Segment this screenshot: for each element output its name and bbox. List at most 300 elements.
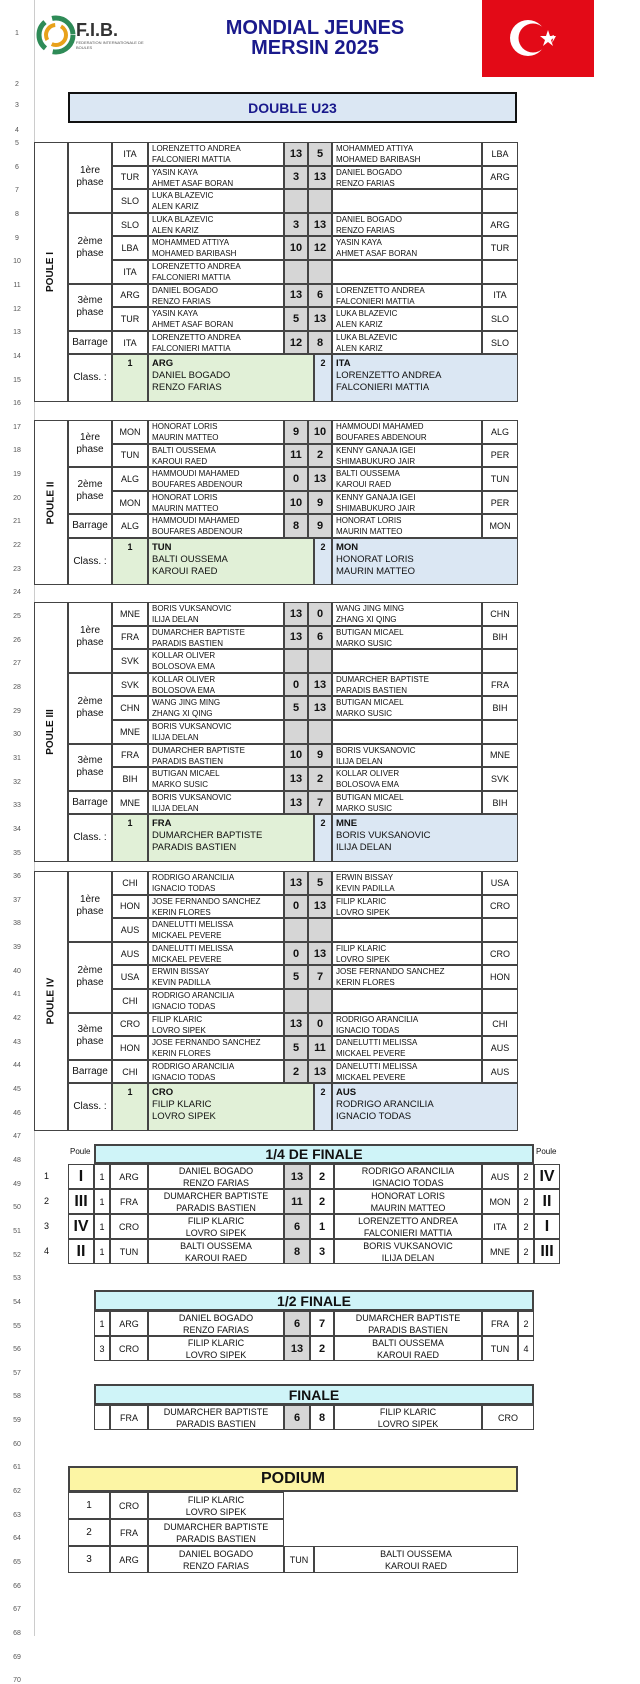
right-players: [332, 142, 482, 166]
row-number: 13: [13, 329, 21, 337]
podium-players: [148, 1519, 284, 1546]
player-name: PARADIS BASTIEN: [152, 842, 237, 854]
row-number: 16: [13, 400, 21, 408]
right-score: 13: [308, 673, 332, 697]
row-number: 44: [13, 1062, 21, 1070]
left-score: 13: [284, 1336, 310, 1361]
player-name: KAROUI RAED: [384, 1560, 447, 1571]
podium-country: ARG: [110, 1546, 148, 1573]
match-number: 3: [44, 1221, 50, 1231]
podium-country-2: TUN: [284, 1546, 314, 1573]
phase-label: 1ère phase: [68, 142, 112, 213]
right-country: FRA: [482, 1311, 518, 1336]
left-country: MON: [112, 491, 148, 515]
left-country: CHI: [112, 871, 148, 895]
left-players: [148, 420, 284, 444]
player-name: IGNACIO TODAS: [336, 1111, 412, 1123]
row-number: 53: [13, 1275, 21, 1283]
left-country: CHI: [112, 1060, 148, 1084]
logo-text: F.I.B.: [76, 20, 119, 40]
row-number: 43: [13, 1038, 21, 1046]
player-name: AHMET ASAF BORAN: [336, 249, 418, 259]
match-number: 2: [44, 1196, 50, 1206]
rank-2: 2: [314, 354, 332, 401]
right-players: [332, 467, 482, 491]
right-country: ARG: [482, 213, 518, 237]
poule-label-cell: [34, 871, 68, 1131]
right-score: 9: [308, 491, 332, 515]
right-score: 13: [308, 213, 332, 237]
right-country: CRO: [482, 895, 518, 919]
left-score: 13: [284, 791, 308, 815]
right-poule: II: [534, 1189, 560, 1214]
left-rank: 1: [94, 1164, 110, 1189]
left-score: [284, 918, 308, 942]
player-name: ILIJA DELAN: [336, 842, 392, 854]
right-score: [308, 918, 332, 942]
player-name: KERIN FLORES: [336, 978, 395, 988]
class-label: Class. :: [68, 538, 112, 585]
class-first: [148, 538, 314, 585]
match-number: 4: [44, 1246, 50, 1256]
player-name: HONORAT LORIS: [336, 554, 414, 565]
player-name: LORENZETTO ANDREA: [358, 1215, 458, 1226]
player-name: RENZO FARIAS: [182, 1177, 249, 1188]
right-country: ITA: [482, 1214, 518, 1239]
poule-name: POULE IV: [45, 977, 56, 1025]
player-name: FILIP KLARIC: [152, 1099, 212, 1111]
row-number: 37: [13, 896, 21, 904]
row-number: 50: [13, 1204, 21, 1212]
player-name: IGNACIO TODAS: [152, 1072, 216, 1082]
player-name: ILIJA DELAN: [336, 756, 383, 766]
right-country: HON: [482, 965, 518, 989]
row-number: 62: [13, 1488, 21, 1496]
player-name: FILIP KLARIC: [187, 1494, 245, 1505]
right-country: TUR: [482, 236, 518, 260]
row-number: 60: [13, 1440, 21, 1448]
player-name: MICKAEL PEVERE: [152, 931, 222, 941]
row-number: 34: [13, 825, 21, 833]
left-score: 6: [284, 1311, 310, 1336]
player-name: RENZO FARIAS: [182, 1324, 249, 1335]
player-name: IGNACIO TODAS: [152, 884, 216, 893]
row-number: 25: [13, 613, 21, 620]
left-score: 13: [284, 602, 308, 626]
player-name: YASIN KAYA: [152, 167, 198, 177]
rank-2: 2: [314, 538, 332, 585]
player-name: FILIP KLARIC: [152, 1014, 203, 1024]
right-country: ALG: [482, 420, 518, 444]
player-name: BALTI OUSSEMA: [372, 1337, 444, 1348]
row-number: 7: [15, 187, 19, 195]
left-score: 11: [284, 444, 308, 468]
player-name: BOLOSOVA EMA: [152, 662, 215, 672]
left-score: 0: [284, 895, 308, 919]
player-name: ZHANG XI QING: [336, 615, 397, 624]
right-players: [332, 720, 482, 744]
left-players: [148, 767, 284, 791]
player-name: LOVRO SIPEK: [185, 1227, 247, 1238]
left-country: SLO: [112, 189, 148, 213]
class-first: [148, 1083, 314, 1130]
player-name: HAMMOUDI MAHAMED: [152, 469, 240, 479]
player-name: MARKO SUSIC: [336, 803, 393, 813]
player-name: DANIEL BOGADO: [178, 1165, 254, 1176]
poule-label-cell: [34, 142, 68, 402]
row-number: 36: [13, 873, 21, 881]
left-score: [284, 989, 308, 1013]
player-name: RODRIGO ARANCILIA: [336, 1099, 434, 1111]
right-poule: III: [534, 1239, 560, 1264]
player-name: RODRIGO ARANCILIA: [152, 1061, 235, 1071]
right-players: [332, 166, 482, 190]
left-country: HON: [112, 895, 148, 919]
row-number: 3: [15, 102, 19, 109]
left-score: 13: [284, 767, 308, 791]
left-players: [148, 1214, 284, 1239]
player-name: BORIS VUKSANOVIC: [152, 792, 232, 802]
left-players: [148, 307, 284, 331]
phase-label: 2ème phase: [68, 467, 112, 514]
right-country: [482, 720, 518, 744]
player-name: RODRIGO ARANCILIA: [152, 991, 235, 1000]
player-name: BUTIGAN MICAEL: [152, 769, 220, 779]
player-name: KAROUI RAED: [336, 480, 392, 490]
player-name: BOUFARES ABDENOUR: [336, 433, 427, 442]
row-number: 55: [13, 1322, 21, 1330]
rank-1: 1: [112, 814, 148, 861]
right-seed: 2: [518, 1311, 534, 1336]
row-number: 28: [13, 683, 21, 691]
left-score: 5: [284, 307, 308, 331]
player-name: BUTIGAN MICAEL: [336, 698, 404, 708]
player-name: ILIJA DELAN: [152, 803, 199, 813]
player-name: YASIN KAYA: [336, 238, 382, 248]
player-name: ALEN KARIZ: [152, 202, 199, 212]
player-name: JOSE FERNANDO SANCHEZ: [152, 1038, 261, 1048]
row-number: 48: [13, 1156, 21, 1164]
right-rank: 2: [518, 1239, 534, 1264]
right-players: [334, 1336, 482, 1361]
left-score: 0: [284, 942, 308, 966]
player-name: MICKAEL PEVERE: [336, 1072, 406, 1082]
row-number: 26: [13, 636, 21, 644]
player-name: LOVRO SIPEK: [185, 1349, 247, 1360]
right-players: [332, 696, 482, 720]
player-name: BORIS VUKSANOVIC: [336, 745, 416, 755]
row-number: 19: [13, 471, 21, 479]
left-country: FRA: [112, 626, 148, 650]
player-name: PARADIS BASTIEN: [176, 1418, 256, 1429]
player-name: LOVRO SIPEK: [336, 907, 390, 917]
right-score: 7: [308, 791, 332, 815]
left-score: 5: [284, 965, 308, 989]
right-country: AUS: [482, 1060, 518, 1084]
right-country: TUN: [482, 1336, 518, 1361]
row-number: 39: [13, 944, 21, 952]
right-country: PER: [482, 491, 518, 515]
player-name: MAURIN MATTEO: [152, 433, 219, 442]
right-country: ARG: [482, 166, 518, 190]
right-score: [308, 260, 332, 284]
phase-label: Barrage: [68, 514, 112, 538]
class-first: [148, 354, 314, 401]
player-name: BORIS VUKSANOVIC: [363, 1240, 453, 1251]
left-country: CRO: [112, 1013, 148, 1037]
player-name: KERIN FLORES: [152, 1049, 211, 1059]
right-country: FRA: [482, 673, 518, 697]
player-name: RODRIGO ARANCILIA: [361, 1165, 455, 1176]
phase-label: 2ème phase: [68, 673, 112, 744]
player-name: PARADIS BASTIEN: [152, 756, 223, 766]
row-number: 58: [13, 1393, 21, 1401]
left-country: ALG: [112, 514, 148, 538]
rank-1: 1: [112, 538, 148, 585]
crescent-star-icon: [482, 0, 594, 77]
player-name: MAURIN MATTEO: [336, 566, 415, 577]
podium-players: [148, 1492, 284, 1519]
left-seed: 3: [94, 1336, 110, 1361]
right-players: [334, 1214, 482, 1239]
player-name: FILIP KLARIC: [379, 1406, 437, 1417]
player-name: PARADIS BASTIEN: [176, 1533, 256, 1544]
phase-label: 1ère phase: [68, 871, 112, 942]
player-name: MAURIN MATTEO: [370, 1202, 446, 1213]
rank-2: 2: [314, 814, 332, 861]
right-players: [332, 744, 482, 768]
right-players: [332, 918, 482, 942]
player-name: IGNACIO TODAS: [152, 1002, 216, 1011]
right-score: 2: [308, 767, 332, 791]
right-players: [332, 871, 482, 895]
player-name: DANIEL BOGADO: [152, 285, 218, 295]
row-number: 63: [13, 1511, 21, 1519]
left-country: BIH: [112, 767, 148, 791]
right-players: [332, 895, 482, 919]
player-name: HAMMOUDI MAHAMED: [336, 422, 424, 431]
left-seed: 1: [94, 1311, 110, 1336]
right-players: [332, 942, 482, 966]
player-name: DUMARCHER BAPTISTE: [163, 1521, 269, 1532]
row-number: 49: [13, 1180, 21, 1188]
right-country: MON: [482, 1189, 518, 1214]
player-name: DUMARCHER BAPTISTE: [163, 1406, 269, 1417]
right-score: 13: [308, 307, 332, 331]
player-name: DANELUTTI MELISSA: [336, 1038, 418, 1048]
right-players: [332, 284, 482, 308]
player-name: DANELUTTI MELISSA: [152, 920, 234, 930]
left-players: [148, 965, 284, 989]
right-score: 0: [308, 602, 332, 626]
class-first-country: TUN: [152, 542, 172, 553]
player-name: BALTI OUSSEMA: [336, 469, 400, 479]
right-country: BIH: [482, 696, 518, 720]
player-name: FILIP KLARIC: [187, 1337, 245, 1348]
row-number: 6: [15, 163, 19, 171]
row-number: 70: [13, 1677, 21, 1684]
left-score: 0: [284, 467, 308, 491]
player-name: FILIP KLARIC: [336, 943, 387, 953]
row-number: 52: [13, 1251, 21, 1259]
left-players: [148, 467, 284, 491]
player-name: DANIEL BOGADO: [178, 1548, 254, 1559]
player-name: RENZO FARIAS: [152, 296, 211, 306]
podium-rank: 1: [68, 1492, 110, 1519]
category-banner: DOUBLE U23: [68, 92, 517, 123]
player-name: RENZO FARIAS: [336, 178, 395, 188]
left-players: [148, 649, 284, 673]
player-name: KERIN FLORES: [152, 907, 211, 917]
left-score: 6: [284, 1214, 310, 1239]
player-name: MICKAEL PEVERE: [152, 954, 222, 964]
player-name: ERWIN BISSAY: [152, 967, 210, 977]
right-country: CRO: [482, 1405, 534, 1430]
right-players: [332, 965, 482, 989]
poule-name: POULE II: [45, 481, 57, 524]
row-number: 61: [13, 1464, 21, 1472]
right-country: TUN: [482, 467, 518, 491]
left-score: 13: [284, 284, 308, 308]
right-players: [332, 989, 482, 1013]
right-country: MNE: [482, 744, 518, 768]
poule-header-left: Poule: [70, 1147, 91, 1156]
player-name: DANELUTTI MELISSA: [152, 943, 234, 953]
right-country: LBA: [482, 142, 518, 166]
right-country: ITA: [482, 284, 518, 308]
row-number: 22: [13, 542, 21, 550]
row-number: 14: [13, 352, 21, 360]
right-players: [332, 514, 482, 538]
left-players: [148, 142, 284, 166]
left-players: [148, 1036, 284, 1060]
left-players: [148, 331, 284, 355]
podium-country: FRA: [110, 1519, 148, 1546]
class-second: [332, 354, 518, 401]
right-score: 2: [308, 444, 332, 468]
row-number: 24: [13, 589, 21, 597]
left-country: SLO: [112, 213, 148, 237]
right-score: 6: [308, 284, 332, 308]
row-number: 15: [13, 376, 21, 384]
right-country: AUS: [482, 1164, 518, 1189]
left-score: 3: [284, 166, 308, 190]
poule-name: POULE I: [45, 251, 57, 292]
final-title: FINALE: [94, 1384, 534, 1405]
left-score: 13: [284, 142, 308, 166]
poule-label-cell: [34, 602, 68, 862]
player-name: PARADIS BASTIEN: [368, 1324, 448, 1335]
right-score: 7: [308, 965, 332, 989]
left-players: [148, 602, 284, 626]
player-name: FALCONIERI MATTIA: [152, 155, 231, 164]
page-title: [190, 18, 440, 58]
right-country: CRO: [482, 942, 518, 966]
left-poule: III: [68, 1189, 94, 1214]
right-poule: I: [534, 1214, 560, 1239]
player-name: KENNY GANAJA IGEI: [336, 492, 416, 502]
left-country: FRA: [110, 1189, 148, 1214]
row-number: 56: [13, 1346, 21, 1354]
left-score: [284, 720, 308, 744]
player-name: ERWIN BISSAY: [336, 873, 394, 882]
right-country: SLO: [482, 307, 518, 331]
player-name: HAMMOUDI MAHAMED: [152, 516, 240, 526]
class-second: [332, 814, 518, 861]
phase-label: 3ème phase: [68, 744, 112, 791]
class-second: [332, 1083, 518, 1130]
right-players: [332, 444, 482, 468]
player-name: IGNACIO TODAS: [372, 1177, 444, 1188]
player-name: KEVIN PADILLA: [336, 884, 395, 893]
player-name: PARADIS BASTIEN: [152, 638, 223, 648]
left-players: [148, 942, 284, 966]
player-name: HONORAT LORIS: [152, 492, 218, 502]
left-score: 8: [284, 1239, 310, 1264]
right-score: 2: [310, 1189, 334, 1214]
player-name: LOVRO SIPEK: [336, 954, 390, 964]
player-name: HONORAT LORIS: [371, 1190, 445, 1201]
player-name: KAROUI RAED: [152, 456, 208, 466]
left-score: [284, 649, 308, 673]
podium-players-2: [314, 1546, 518, 1573]
class-second-country: AUS: [336, 1087, 357, 1099]
right-score: 0: [308, 1013, 332, 1037]
player-name: DUMARCHER BAPTISTE: [152, 830, 263, 842]
player-name: BORIS VUKSANOVIC: [336, 830, 431, 842]
phase-label: 1ère phase: [68, 420, 112, 467]
row-number: 8: [15, 210, 19, 218]
right-players: [332, 213, 482, 237]
right-seed: 4: [518, 1336, 534, 1361]
player-name: BUTIGAN MICAEL: [336, 627, 404, 637]
right-players: [332, 602, 482, 626]
class-second-country: MNE: [336, 818, 358, 830]
podium-title: PODIUM: [68, 1466, 518, 1492]
right-score: 3: [310, 1239, 334, 1264]
left-country: AUS: [112, 942, 148, 966]
row-number: 57: [13, 1369, 21, 1377]
player-name: KAROUI RAED: [376, 1349, 439, 1360]
class-label: Class. :: [68, 814, 112, 861]
row-number: 9: [15, 234, 19, 242]
left-poule: I: [68, 1164, 94, 1189]
player-name: LORENZETTO ANDREA: [336, 285, 425, 295]
right-score: 13: [308, 467, 332, 491]
player-name: ILIJA DELAN: [152, 615, 199, 624]
player-name: DUMARCHER BAPTISTE: [152, 745, 245, 755]
left-country: USA: [112, 965, 148, 989]
player-name: ILIJA DELAN: [381, 1252, 435, 1263]
left-rank: 1: [94, 1239, 110, 1264]
rank-1: 1: [112, 1083, 148, 1130]
right-country: SVK: [482, 767, 518, 791]
left-players: [148, 1311, 284, 1336]
left-country: MNE: [112, 720, 148, 744]
right-score: [308, 720, 332, 744]
class-first-country: ARG: [152, 358, 174, 370]
left-country: MNE: [112, 602, 148, 626]
row-number: 27: [13, 660, 21, 668]
right-players: [332, 673, 482, 697]
player-name: MARKO SUSIC: [336, 638, 393, 648]
player-name: BUTIGAN MICAEL: [336, 792, 404, 802]
left-players: [148, 444, 284, 468]
player-name: LORENZETTO ANDREA: [152, 332, 241, 342]
left-country: SVK: [112, 649, 148, 673]
right-country: [482, 189, 518, 213]
left-country: CRO: [110, 1214, 148, 1239]
